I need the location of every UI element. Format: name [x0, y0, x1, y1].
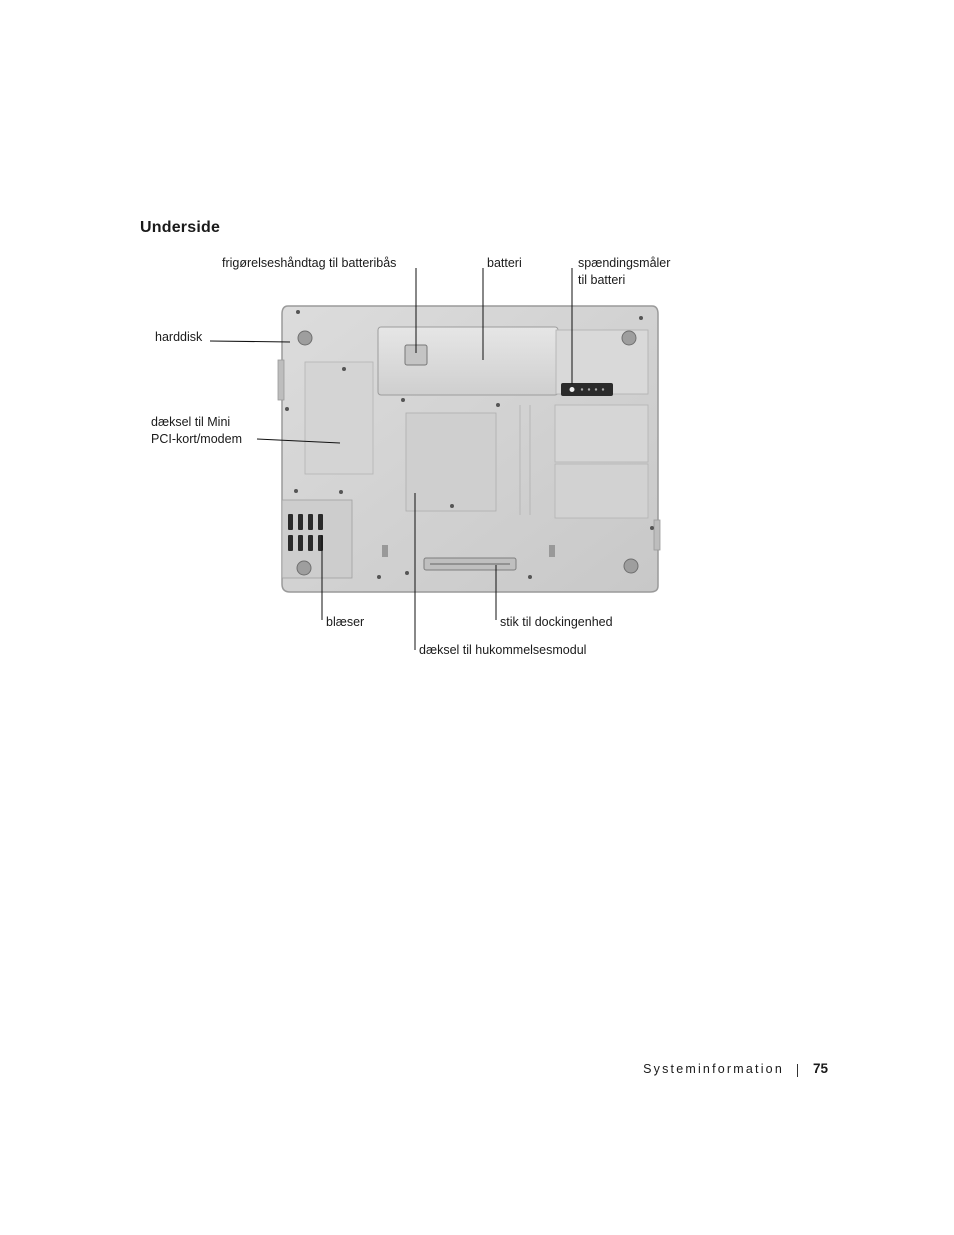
- label-mini-pci-line2: PCI-kort/modem: [151, 432, 242, 446]
- label-battery-gauge-line1: spændingsmåler: [578, 256, 671, 270]
- memory-cover: [406, 413, 496, 511]
- footer-separator: [797, 1064, 798, 1077]
- label-memory-cover: dæksel til hukommelsesmodul: [419, 643, 587, 657]
- label-docking-connector: stik til dockingenhed: [500, 615, 613, 629]
- battery-gauge: [561, 383, 613, 396]
- section-title: Underside: [140, 219, 221, 236]
- mini-pci-cover: [305, 362, 373, 474]
- footer-section-name: Systeminformation: [643, 1062, 784, 1076]
- label-battery: batteri: [487, 256, 522, 270]
- label-battery-gauge-line2: til batteri: [578, 273, 626, 287]
- label-fan: blæser: [326, 615, 365, 629]
- label-mini-pci-line1: dæksel til Mini: [151, 415, 231, 429]
- page-number: 75: [813, 1061, 829, 1076]
- label-hard-drive: harddisk: [155, 330, 203, 344]
- label-battery-bay-release: frigørelseshåndtag til batteribås: [222, 256, 397, 270]
